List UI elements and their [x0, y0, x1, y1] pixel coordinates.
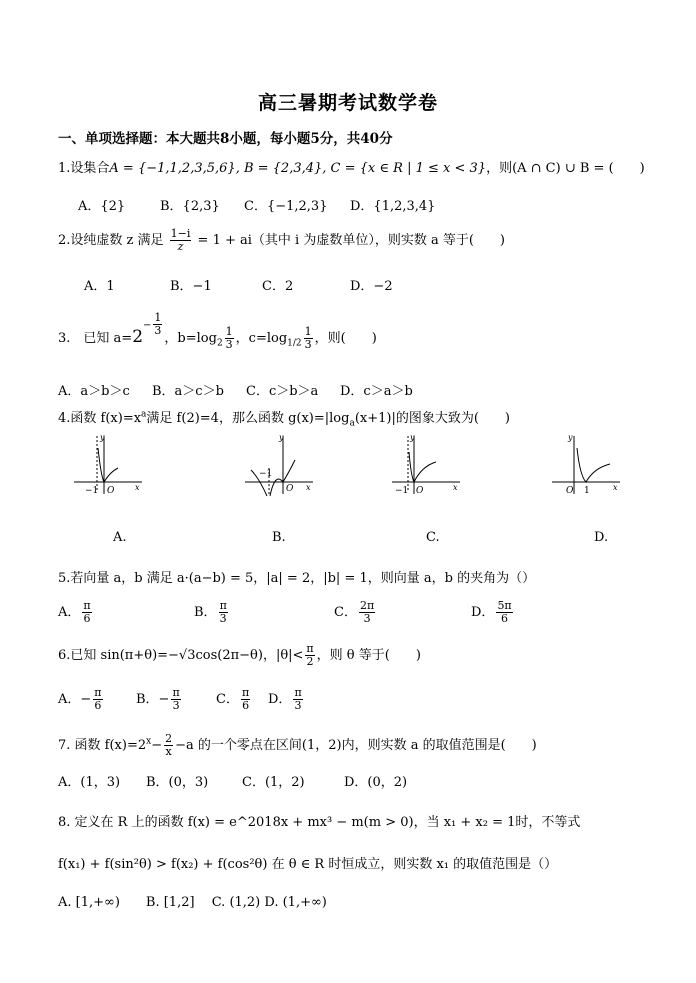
- q7-minus: −: [151, 738, 163, 753]
- question-6-stem: [58, 643, 421, 668]
- q4-label-d: D.: [594, 530, 609, 545]
- q4-a-neg1: −1: [85, 486, 99, 496]
- q3-option-b: B．a＞c＞b: [152, 384, 224, 399]
- q6-b-den: 3: [172, 699, 180, 712]
- q5-b-den: 3: [219, 612, 227, 625]
- q6-option-a: [58, 687, 105, 712]
- question-3-stem: 3. 已知 a=2− $\frac{1}{3}$ ，$b=\log_2$ $\frac{1}{3}$ ，$c=\log_{1/2}$ $\frac{1}{3}$ ，则( ): [58, 311, 377, 351]
- q3-exp-den: 3: [154, 324, 162, 337]
- q5-d-frac: [496, 600, 512, 625]
- q4-graph-b: [245, 432, 317, 498]
- q1-option-b: B．{2,3}: [160, 199, 220, 214]
- q3-c-sub: 1/2: [287, 338, 302, 349]
- q7-option-d: D．(0，2): [344, 775, 408, 790]
- q6-c-label: C．: [216, 692, 239, 707]
- q1-tail: ，则(A ∩ C) ∪ B = ( ): [486, 161, 645, 176]
- q6-tail: ，则 θ 等于( ): [316, 648, 421, 663]
- question-5-stem: 5.若向量 a，b 满足 a·(a−b) = 5，|a| = 2，|b| = 1，则向量 a，b 的夹角为（）: [58, 571, 536, 586]
- q7-lead: 7. 函数 f(x)=2: [58, 738, 147, 753]
- q6-frac: [305, 643, 314, 668]
- q7-exp: x: [146, 736, 152, 747]
- q4-b-neg1: −1: [259, 469, 273, 479]
- q3-option-a: A．a＞b＞c: [58, 384, 130, 399]
- q6-c-den: 6: [242, 699, 250, 712]
- q2-lead: 2.设纯虚数 z 满足: [58, 233, 164, 248]
- q1-option-c: C．{−1,2,3}: [244, 199, 328, 214]
- q7-frac: [164, 733, 173, 758]
- q4-lead: 4.函数 f(x)=x: [58, 411, 142, 426]
- q6-num: π: [306, 642, 314, 655]
- q6-option-b: [136, 687, 183, 712]
- q7-option-a: A．(1，3): [58, 775, 121, 790]
- q5-c-num: 2π: [359, 599, 375, 612]
- q6-c-num: π: [241, 686, 250, 699]
- q4-mid: 满足 f(2)=4，那么函数 g(x)=|log: [146, 411, 350, 426]
- q3-exp-num: 1: [154, 311, 162, 324]
- q4-graph-d: [552, 432, 624, 498]
- q4-graph-c: [392, 432, 464, 498]
- q5-c-frac: [359, 600, 375, 625]
- q5-c-label: C．: [334, 605, 357, 620]
- q2-option-b: B．−1: [170, 279, 212, 294]
- q4-a-x-label: x: [135, 483, 140, 492]
- q3-c-frac-n: 1: [304, 325, 312, 338]
- q7-tail: −a 的一个零点在区间(1，2)内，则实数 a 的取值范围是( ): [175, 738, 537, 753]
- q6-a-label: A．−: [58, 692, 92, 707]
- q4-d-origin: O: [566, 486, 574, 496]
- q4-label-b: B.: [272, 530, 286, 545]
- q7-den: x: [165, 745, 172, 758]
- question-7-stem: [58, 733, 537, 758]
- q5-d-den: 6: [501, 612, 509, 625]
- question-1-stem: [58, 157, 645, 176]
- q4-tail: (x+1)|的图象大致为( ): [354, 411, 510, 426]
- q1-lead: 1.设集合: [58, 161, 110, 176]
- q5-d-label: D．: [471, 605, 495, 620]
- question-4-stem: [58, 407, 510, 429]
- q3-b-frac: [225, 326, 234, 351]
- q6-d-label: D．: [268, 692, 292, 707]
- q1-set-b: , B = {2,3,4}: [235, 161, 323, 176]
- q1-option-d: D．{1,2,3,4}: [350, 199, 436, 214]
- q5-b-num: π: [219, 599, 227, 612]
- q2-option-c: C．2: [262, 279, 294, 294]
- q3-b-frac-n: 1: [225, 325, 233, 338]
- q2-num: 1−i: [170, 227, 191, 240]
- q3-c-frac-d: 3: [304, 338, 312, 351]
- q2-fraction: [170, 228, 192, 253]
- q7-option-c: C．(1，2): [242, 775, 305, 790]
- q5-option-b: [194, 600, 230, 625]
- q3-b: ，b=log: [164, 331, 217, 346]
- question-2-stem: [58, 228, 505, 253]
- q3-tail: ，则( ): [314, 331, 377, 346]
- q3-option-d: D．c＞a＞b: [340, 384, 413, 399]
- q5-a-den: 6: [83, 612, 91, 625]
- q3-option-c: C．c＞b＞a: [246, 384, 319, 399]
- q6-den: 2: [306, 655, 314, 668]
- q3-b-sub: 2: [216, 338, 223, 349]
- q5-c-den: 3: [363, 612, 371, 625]
- q4-sub: a: [349, 418, 355, 429]
- q6-d-den: 3: [294, 699, 302, 712]
- q2-tail: = 1 + ai（其中 i 为虚数单位），则实数 a 等于( ): [197, 233, 505, 248]
- q8-options: A. [1,+∞) B. [1,2] C. (1,2) D. (1,+∞): [58, 895, 327, 910]
- q6-d-num: π: [294, 686, 302, 699]
- q4-c-x-label: x: [453, 483, 458, 492]
- q4-c-origin: O: [416, 486, 424, 496]
- q1-set-c: , C = {x ∈ R | 1 ≤ x < 3}: [322, 161, 487, 176]
- q2-option-d: D．−2: [350, 279, 393, 294]
- q6-option-d: [268, 687, 305, 712]
- q5-a-num: π: [83, 599, 91, 612]
- q5-a-frac: [82, 600, 91, 625]
- q4-graph-a: [74, 432, 146, 498]
- q4-c-neg1: −1: [395, 486, 409, 496]
- q6-lead: 6.已知 sin(π+θ)=−√3cos(2π−θ)，|θ|<: [58, 648, 304, 663]
- question-8-line2: f(x₁) + f(sin²θ) > f(x₂) + f(cos²θ) 在 θ ∈ R 时恒成立，则实数 x₁ 的取值范围是（）: [58, 857, 558, 872]
- q3-lead: 3. 已知 a=: [58, 331, 133, 346]
- q6-a-den: 6: [94, 699, 102, 712]
- q6-b-frac: [171, 687, 180, 712]
- q4-c-y-label: y: [410, 433, 415, 442]
- q1-set-a: A = {−1,1,2,3,5,6}: [109, 161, 236, 176]
- q3-exponent: [153, 312, 162, 337]
- q5-a-label: A．: [58, 605, 81, 620]
- q3-b-frac-d: 3: [225, 338, 233, 351]
- q5-option-a: [58, 600, 94, 625]
- q4-label-a: A.: [113, 530, 127, 545]
- q4-b-x-label: x: [306, 483, 311, 492]
- q4-d-x-label: x: [613, 483, 618, 492]
- q6-b-label: B．−: [136, 692, 170, 707]
- q4-a-y-label: y: [100, 433, 105, 442]
- q3-base: 2: [132, 327, 144, 347]
- q4-b-y-label: y: [279, 433, 284, 442]
- q2-option-a: A．1: [84, 279, 115, 294]
- q4-d-one: 1: [584, 486, 590, 496]
- q4-d-y-label: y: [568, 433, 573, 442]
- q5-b-frac: [219, 600, 228, 625]
- q6-a-frac: [93, 687, 102, 712]
- q5-b-label: B．: [194, 605, 217, 620]
- page-title: 高三暑期考试数学卷: [258, 92, 439, 114]
- q7-num: 2: [165, 732, 173, 745]
- q5-option-c: [334, 600, 377, 625]
- q1-option-a: A．{2}: [78, 199, 126, 214]
- q4-b-origin: O: [286, 484, 294, 494]
- q4-label-c: C.: [426, 530, 440, 545]
- question-8-line1: 8. 定义在 R 上的函数 f(x) = e^2018x + mx³ − m(m > 0)，当 x₁ + x₂ = 1时，不等式: [58, 815, 581, 830]
- q5-option-d: [471, 600, 515, 625]
- q5-d-num: 5π: [497, 599, 512, 612]
- q6-d-frac: [293, 687, 302, 712]
- q4-a-origin: O: [107, 486, 115, 496]
- q2-den: z: [177, 240, 184, 253]
- q4-exp: a: [141, 409, 147, 420]
- q7-option-b: B．(0，3): [146, 775, 209, 790]
- q3-c: ，c=log: [235, 331, 288, 346]
- q6-b-num: π: [172, 686, 180, 699]
- q3-c-frac: [304, 326, 313, 351]
- q6-a-num: π: [94, 686, 102, 699]
- q6-c-frac: [241, 687, 250, 712]
- q6-option-c: [216, 687, 252, 712]
- section-heading: 一、单项选择题：本大题共8小题，每小题5分，共40分: [58, 131, 393, 147]
